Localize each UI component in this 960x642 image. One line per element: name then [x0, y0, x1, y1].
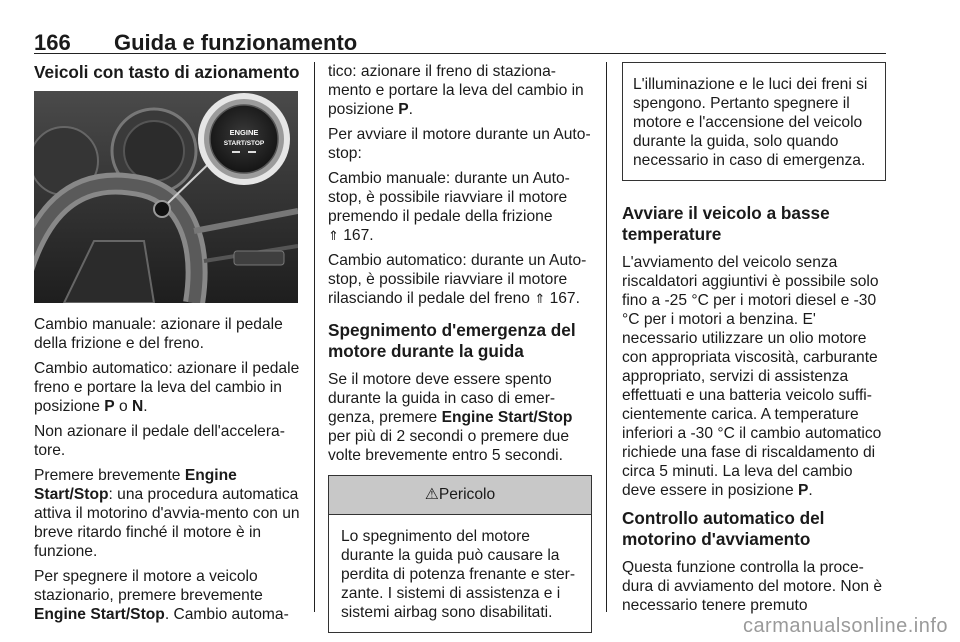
- paragraph: Cambio automatico: azionare il pedale freno e portare la leva del cambio in posizione P o N.: [34, 360, 300, 415]
- warning-icon: ⚠: [424, 486, 439, 503]
- warning-body: Lo spegnimento del motore durante la guida può causare la perdita di potenza frenante e ster-zante. I sistemi di assistenza e i sistemi airbag sono disabilitati.: [341, 528, 576, 621]
- column-2: [328, 62, 592, 639]
- paragraph: Questa funzione controlla la proce-dura di avviamento del motore. Non è necessario tenere premuto: [622, 559, 883, 614]
- column-3: [622, 62, 886, 621]
- warning-header: [329, 476, 591, 515]
- warning-title: Pericolo: [438, 486, 496, 503]
- page-ref: 167.: [338, 227, 374, 244]
- engine-label: ENGINE: [229, 128, 259, 137]
- paragraph: Premere brevemente Engine Start/Stop: una procedura automatica attiva il motorino d'avvia-mento con un breve ritardo finché il motore è in funzione.: [34, 467, 300, 560]
- paragraph: Se il motore deve essere spento durante la guida in caso di emer-genza, premere Engine Start/Stop per più di 2 secondi o premere due volte brevemente entro 5 secondi.: [328, 371, 573, 464]
- dashboard-drawing: [34, 91, 298, 303]
- paragraph: Cambio manuale: durante un Auto-stop, è possibile riavviare il motore premendo il pedale della frizione ⇑ 167.: [328, 170, 570, 244]
- paragraph: L'avviamento del veicolo senza riscaldatori aggiuntivi è possibile solo fino a -25 °C per i motori diesel e -30 °C per i motori a benzina. E' necessario utilizzare un olio motore con appropriata viscosità, carburante appropriato, servizi di assistenza effettuati e una batteria veicolo suffi-cientemente carica. A temperature inferiori a -30 °C il cambio automatico richiede una fase di riscaldamento di circa 5 minuti. La leva del cambio deve essere in posizione P.: [622, 254, 882, 499]
- warning-box: [328, 475, 592, 633]
- page-ref-icon: ⇑: [328, 228, 339, 243]
- page-ref: 167.: [545, 290, 580, 307]
- paragraph: Per avviare il motore durante un Auto-stop:: [328, 126, 591, 162]
- start-stop-label: START/STOP: [223, 140, 265, 147]
- column-1: [34, 62, 300, 630]
- watermark: carmanualsonline.info: [742, 615, 948, 637]
- column-divider: [314, 62, 315, 612]
- paragraph: Cambio manuale: azionare il pedale della frizione e del freno.: [34, 316, 283, 352]
- engine-start-stop-illustration: [34, 91, 298, 303]
- paragraph: Non azionare il pedale dell'accelera-tore.: [34, 423, 285, 459]
- page-header: [34, 14, 886, 54]
- paragraph: tico: azionare il freno di staziona-mento e portare la leva del cambio in posizione P.: [328, 63, 584, 118]
- page-ref-icon: ⇑: [534, 291, 546, 306]
- section-heading: Veicoli con tasto di azionamento: [34, 62, 300, 82]
- section-heading: Avviare il veicolo a basse temperature: [622, 203, 830, 244]
- section-heading: Controllo automatico del motorino d'avviamento: [622, 508, 825, 549]
- paragraph: Cambio automatico: durante un Auto-stop, è possibile riavviare il motore rilasciando il pedale del freno ⇑ 167.: [328, 252, 587, 307]
- page-number: 166: [34, 30, 71, 55]
- column-divider: [606, 62, 607, 612]
- section-heading: Spegnimento d'emergenza del motore durante la guida: [328, 320, 576, 361]
- paragraph: Per spegnere il motore a veicolo stazionario, premere brevemente Engine Start/Stop. Cambio automa-: [34, 568, 289, 623]
- note-box: L'illuminazione e le luci dei freni si spengono. Pertanto spegnere il motore e l'accensione del veicolo durante la guida, solo quando necessario in caso di emergenza.: [622, 62, 886, 181]
- page-title: Guida e funzionamento: [114, 30, 358, 55]
